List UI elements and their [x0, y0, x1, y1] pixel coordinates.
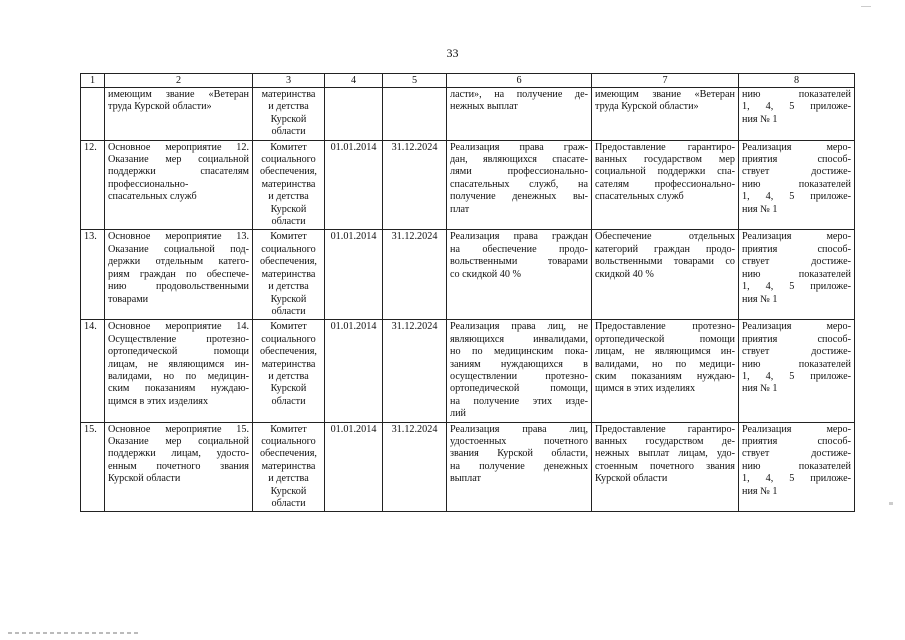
start-date-cell: 01.01.2014	[325, 230, 383, 320]
header-cell: 1	[81, 74, 105, 88]
cell-text-line: Реализация права лиц, не	[450, 321, 588, 333]
end-date-cell: 31.12.2024	[383, 140, 447, 230]
cell-text-line: ствует достиже-	[742, 346, 851, 358]
cell-text-line: Курской	[270, 113, 307, 125]
cell-text-line: являющихся инвалидами,	[450, 333, 588, 345]
measure-name-cell	[105, 230, 253, 320]
cell-text-line: Предоставление гарантиро-	[595, 423, 735, 435]
cell-text-line: Основное мероприятие 12.	[108, 141, 249, 153]
cell-text-line: ствует достиже-	[742, 448, 851, 460]
scan-artifact	[8, 632, 138, 634]
consequence-cell	[592, 140, 739, 230]
cell-text-line: Курской	[270, 485, 307, 497]
cell-text-line: ния № 1	[742, 113, 778, 125]
cell-text-line: обеспечения,	[260, 256, 317, 268]
start-date-cell: 01.01.2014	[325, 320, 383, 422]
measures-table	[80, 73, 855, 512]
cell-text-line: нию показателей	[742, 89, 851, 100]
cell-text-line: обеспечения,	[260, 346, 317, 358]
cell-text-line: спасательных служб	[108, 191, 197, 203]
cell-text-line: обеспечения,	[260, 166, 317, 178]
start-date-cell: 01.01.2014	[325, 140, 383, 230]
cell-text-line: социального	[261, 154, 316, 166]
indicator-link-cell	[739, 320, 855, 422]
consequence-cell	[592, 422, 739, 512]
cell-text-line: Курской области	[108, 473, 181, 485]
executor-cell	[253, 422, 325, 512]
cell-text-line: нию показателей	[742, 460, 851, 472]
cell-text-line: Реализация права лиц,	[450, 423, 588, 435]
cell-text-line: лицам, не являющимся ин-	[108, 358, 249, 370]
cell-text-line: 1, 4, 5 приложе-	[742, 473, 851, 485]
cell-text-line: Основное мероприятие 13.	[108, 231, 249, 243]
cell-text-line: дан, являющихся спасате-	[450, 154, 588, 166]
cell-text-line: ортопедической помощи	[595, 333, 735, 345]
header-cell: 7	[592, 74, 739, 88]
cell-text-line: лицам, не являющимся ин-	[595, 346, 735, 358]
header-cell: 6	[447, 74, 592, 88]
cell-text-line: ортопедической помощи,	[450, 383, 588, 395]
cell-text-line: щимся в этих изделиях	[108, 395, 209, 407]
cell-text-line: социальной поддержки спа-	[595, 166, 735, 178]
cell-text-line: валидами, но по медици-	[595, 358, 735, 370]
cell-text-line: Осуществление протезно-	[108, 333, 249, 345]
start-date-cell: 01.01.2014	[325, 422, 383, 512]
cell-text-line: ния № 1	[742, 485, 778, 497]
cell-text-line: Основное мероприятие 14.	[108, 321, 249, 333]
row-number-cell: 14.	[81, 320, 105, 422]
cell-text-line: на обеспечение продо-	[450, 243, 588, 255]
table-row	[81, 422, 855, 512]
measure-name-cell	[105, 140, 253, 230]
cell-text-line: удостоенных почетного	[450, 435, 588, 447]
cell-text-line: имеющим звание «Ветеран	[595, 89, 735, 100]
cell-text-line: риям граждан по обеспече-	[108, 268, 249, 280]
cell-text-line: Комитет	[270, 423, 307, 435]
cell-text-line: вольственными товарами	[450, 256, 588, 268]
expected-result-cell	[447, 88, 592, 141]
cell-text-line: поддержки спасателям	[108, 166, 249, 178]
header-cell: 8	[739, 74, 855, 88]
cell-text-line: ния № 1	[742, 383, 778, 395]
cell-text-line: и детства	[268, 101, 309, 113]
cell-text-line: Реализация права граждан	[450, 231, 588, 243]
header-cell: 5	[383, 74, 447, 88]
cell-text-line: социального	[261, 333, 316, 345]
cell-text-line: Реализация меро-	[742, 141, 851, 153]
header-cell: 2	[105, 74, 253, 88]
indicator-link-cell	[739, 140, 855, 230]
page-number: 33	[446, 46, 459, 60]
cell-text-line: труда Курской области»	[595, 101, 699, 113]
cell-text-line: плат	[450, 203, 470, 215]
start-date-cell	[325, 88, 383, 141]
cell-text-line: скидкой 40 %	[595, 268, 654, 280]
cell-text-line: выплат	[450, 473, 481, 485]
cell-text-line: материнства	[261, 89, 316, 100]
end-date-cell: 31.12.2024	[383, 230, 447, 320]
cell-text-line: Реализация меро-	[742, 231, 851, 243]
cell-text-line: Курской	[270, 293, 307, 305]
cell-text-line: Курской области	[595, 473, 668, 485]
row-number-cell	[81, 88, 105, 141]
measure-name-cell	[105, 320, 253, 422]
indicator-link-cell	[739, 230, 855, 320]
cell-text-line: приятия способ-	[742, 243, 851, 255]
cell-text-line: приятия способ-	[742, 435, 851, 447]
cell-text-line: Курской	[270, 383, 307, 395]
cell-text-line: социального	[261, 243, 316, 255]
cell-text-line: нию показателей	[742, 358, 851, 370]
cell-text-line: Оказание мер социальной	[108, 435, 249, 447]
cell-text-line: труда Курской области»	[108, 101, 212, 113]
cell-text-line: звания Курской области,	[450, 448, 588, 460]
cell-text-line: нежных выплат лицам, удо-	[595, 448, 735, 460]
cell-text-line: области	[271, 395, 306, 407]
table-row	[81, 230, 855, 320]
row-number-cell: 13.	[81, 230, 105, 320]
executor-cell	[253, 320, 325, 422]
cell-text-line: области	[271, 305, 306, 317]
cell-text-line: имеющим звание «Ветеран	[108, 89, 249, 100]
scan-artifact	[889, 502, 893, 505]
indicator-link-cell	[739, 88, 855, 141]
cell-text-line: спасательных служб, на	[450, 178, 588, 190]
cell-text-line: Оказание мер социальной	[108, 154, 249, 166]
cell-text-line: Комитет	[270, 141, 307, 153]
cell-text-line: 1, 4, 5 приложе-	[742, 370, 851, 382]
cell-text-line: спасательных служб	[595, 191, 684, 203]
cell-text-line: щимся в этих изделиях	[595, 383, 696, 395]
measure-name-cell	[105, 422, 253, 512]
cell-text-line: ванных государством мер	[595, 154, 735, 166]
cell-text-line: Комитет	[270, 321, 307, 333]
indicator-link-cell	[739, 422, 855, 512]
table-header-row	[81, 74, 855, 88]
cell-text-line: ствует достиже-	[742, 166, 851, 178]
cell-text-line: материнства	[261, 358, 316, 370]
cell-text-line: Обеспечение отдельных	[595, 231, 735, 243]
executor-cell	[253, 88, 325, 141]
cell-text-line: категорий граждан продо-	[595, 243, 735, 255]
cell-text-line: материнства	[261, 178, 316, 190]
cell-text-line: ортопедической помощи	[108, 346, 249, 358]
cell-text-line: вольственными товарами со	[595, 256, 735, 268]
header-cell: 3	[253, 74, 325, 88]
consequence-cell	[592, 88, 739, 141]
cell-text-line: осуществлении протезно-	[450, 370, 588, 382]
cell-text-line: на получение этих изде-	[450, 395, 588, 407]
cell-text-line: нию показателей	[742, 178, 851, 190]
cell-text-line: нежных выплат	[450, 101, 518, 113]
table-row	[81, 140, 855, 230]
cell-text-line: на получение денежных	[450, 460, 588, 472]
cell-text-line: ласти», на получение де-	[450, 89, 588, 100]
cell-text-line: области	[271, 126, 306, 138]
end-date-cell: 31.12.2024	[383, 320, 447, 422]
expected-result-cell	[447, 422, 592, 512]
cell-text-line: обеспечения,	[260, 448, 317, 460]
cell-text-line: Курской	[270, 203, 307, 215]
cell-text-line: ния № 1	[742, 203, 778, 215]
cell-text-line: Реализация меро-	[742, 423, 851, 435]
cell-text-line: материнства	[261, 460, 316, 472]
scan-artifact	[861, 6, 871, 7]
expected-result-cell	[447, 320, 592, 422]
cell-text-line: товарами	[108, 293, 149, 305]
cell-text-line: приятия способ-	[742, 333, 851, 345]
cell-text-line: материнства	[261, 268, 316, 280]
end-date-cell	[383, 88, 447, 141]
cell-text-line: нию продовольственными	[108, 281, 249, 293]
row-number-cell: 12.	[81, 140, 105, 230]
cell-text-line: валидами, но по медицин-	[108, 370, 249, 382]
cell-text-line: приятия способ-	[742, 154, 851, 166]
cell-text-line: 1, 4, 5 приложе-	[742, 281, 851, 293]
cell-text-line: держки отдельным катего-	[108, 256, 249, 268]
cell-text-line: ствует достиже-	[742, 256, 851, 268]
table-row	[81, 88, 855, 141]
end-date-cell: 31.12.2024	[383, 422, 447, 512]
cell-text-line: со скидкой 40 %	[450, 268, 522, 280]
cell-text-line: стоенным почетного звания	[595, 460, 735, 472]
consequence-cell	[592, 320, 739, 422]
expected-result-cell	[447, 230, 592, 320]
header-cell: 4	[325, 74, 383, 88]
consequence-cell	[592, 230, 739, 320]
cell-text-line: поддержки лицам, удосто-	[108, 448, 249, 460]
expected-result-cell	[447, 140, 592, 230]
cell-text-line: ванных государством де-	[595, 435, 735, 447]
cell-text-line: енным почетного звания	[108, 460, 249, 472]
cell-text-line: Предоставление протезно-	[595, 321, 735, 333]
cell-text-line: ским показаниям нуждаю-	[108, 383, 249, 395]
cell-text-line: и детства	[268, 191, 309, 203]
table-row	[81, 320, 855, 422]
row-number-cell: 15.	[81, 422, 105, 512]
cell-text-line: и детства	[268, 281, 309, 293]
cell-text-line: сателям профессионально-	[595, 178, 735, 190]
cell-text-line: заниям нуждающихся в	[450, 358, 588, 370]
cell-text-line: получение денежных вы-	[450, 191, 588, 203]
measure-name-cell	[105, 88, 253, 141]
cell-text-line: лями профессионально-	[450, 166, 588, 178]
cell-text-line: области	[271, 498, 306, 509]
executor-cell	[253, 230, 325, 320]
cell-text-line: но по медицинским пока-	[450, 346, 588, 358]
cell-text-line: Реализация меро-	[742, 321, 851, 333]
cell-text-line: Основное мероприятие 15.	[108, 423, 249, 435]
cell-text-line: лий	[450, 408, 466, 420]
cell-text-line: области	[271, 216, 306, 228]
cell-text-line: профессионально-	[108, 178, 189, 190]
cell-text-line: ния № 1	[742, 293, 778, 305]
cell-text-line: Комитет	[270, 231, 307, 243]
cell-text-line: нию показателей	[742, 268, 851, 280]
cell-text-line: 1, 4, 5 приложе-	[742, 101, 851, 113]
cell-text-line: ским показаниям нуждаю-	[595, 370, 735, 382]
cell-text-line: 1, 4, 5 приложе-	[742, 191, 851, 203]
cell-text-line: Реализация права граж-	[450, 141, 588, 153]
cell-text-line: Предоставление гарантиро-	[595, 141, 735, 153]
executor-cell	[253, 140, 325, 230]
cell-text-line: и детства	[268, 370, 309, 382]
cell-text-line: социального	[261, 435, 316, 447]
cell-text-line: и детства	[268, 473, 309, 485]
cell-text-line: Оказание социальной под-	[108, 243, 249, 255]
